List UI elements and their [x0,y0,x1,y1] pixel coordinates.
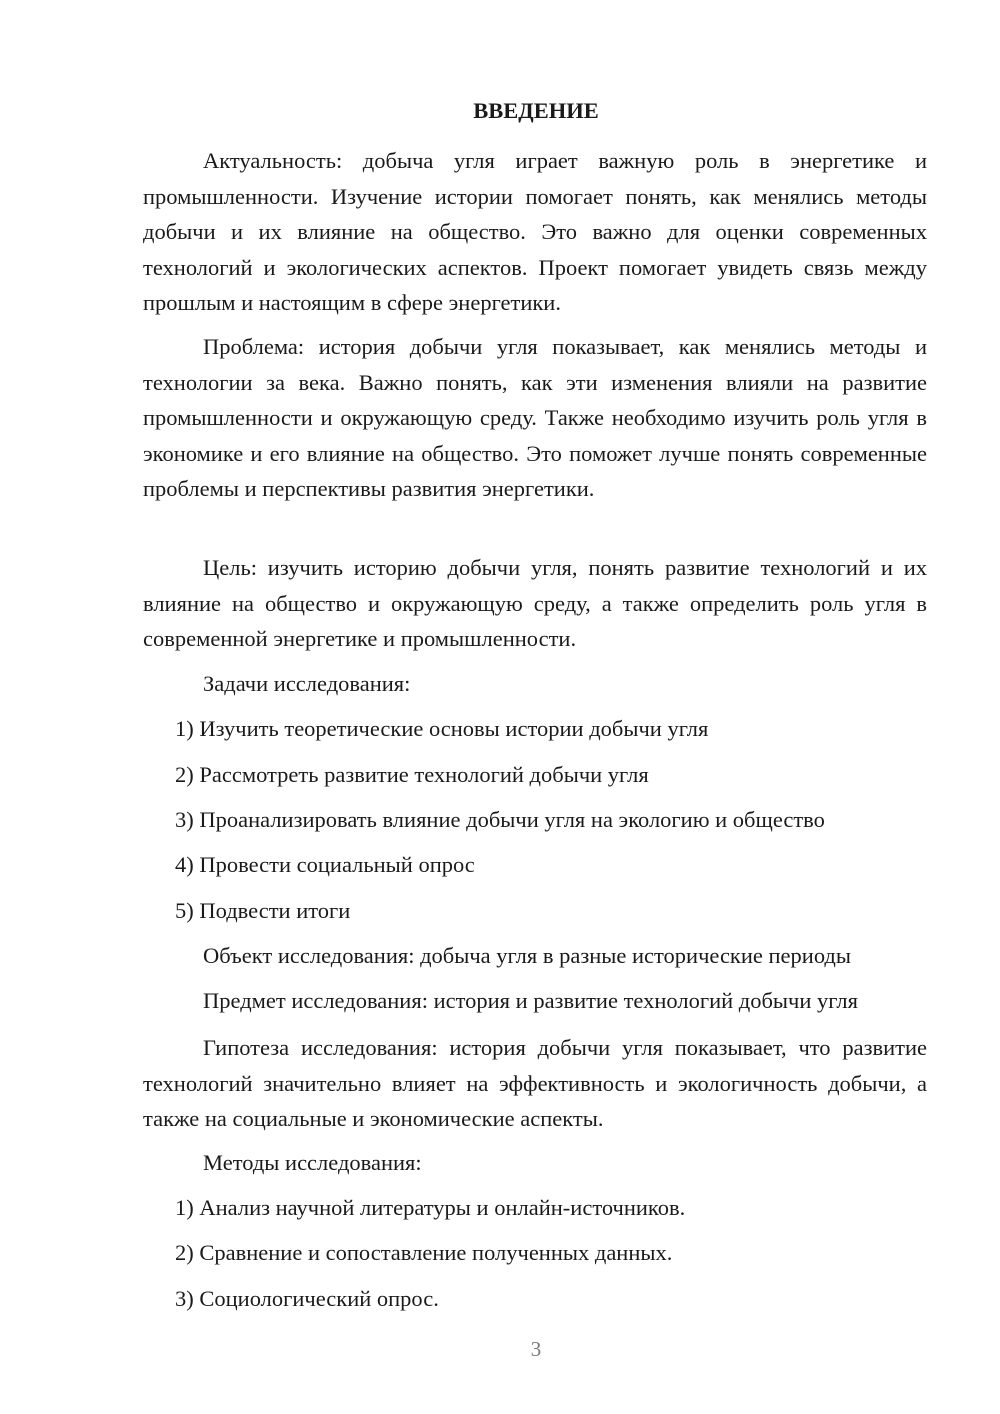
page-number: 3 [530,1337,542,1361]
research-object: Объект исследования: добыча угля в разные исторические периоды [203,943,851,968]
paragraph-relevance: Актуальность: добыча угля играет важную роль в энергетике и промышленности. Изучение истории помогает понять, как менялись методы добычи и их влияние на общество. Это важно для оценки современных технологий и экологических аспектов. Проект помогает увидеть связь между прошлым и настоящим в сфере энергетики. [143,148,927,315]
methods-title: Методы исследования: [203,1150,422,1175]
paragraph-goal: Цель: изучить историю добычи угля, понять развитие технологий и их влияние на общество и окружающую среду, а также определить роль угля в современной энергетике и промышленности. [143,555,927,651]
list-item-method-2: 2) Сравнение и сопоставление полученных данных. [175,1240,673,1265]
list-item-task-1: 1) Изучить теоретические основы истории добычи угля [175,716,709,741]
list-item-task-2: 2) Рассмотреть развитие технологий добычи угля [175,762,649,787]
paragraph-problem: Проблема: история добычи угля показывает, как менялись методы и технологии за века. Важно понять, как эти изменения влияли на развитие промышленности и окружающую среду. Также необходимо изучить роль угля в экономике и его влияние на общество. Это поможет лучше понять современные проблемы и перспективы развития энергетики. [143,334,927,501]
tasks-title: Задачи исследования: [203,671,411,696]
list-item-method-3: 3) Социологический опрос. [175,1286,439,1311]
list-item-task-4: 4) Провести социальный опрос [175,852,475,877]
paragraph-hypothesis: Гипотеза исследования: история добычи угля показывает, что развитие технологий значительно влияет на эффективность и экологичность добычи, а также на социальные и экономические аспекты. [143,1035,927,1131]
list-item-task-3: 3) Проанализировать влияние добычи угля на экологию и общество [175,807,825,832]
page-title: ВВЕДЕНИЕ [473,98,599,123]
research-subject: Предмет исследования: история и развитие технологий добычи угля [203,988,858,1013]
list-item-method-1: 1) Анализ научной литературы и онлайн-источников. [175,1195,686,1220]
list-item-task-5: 5) Подвести итоги [175,898,351,923]
